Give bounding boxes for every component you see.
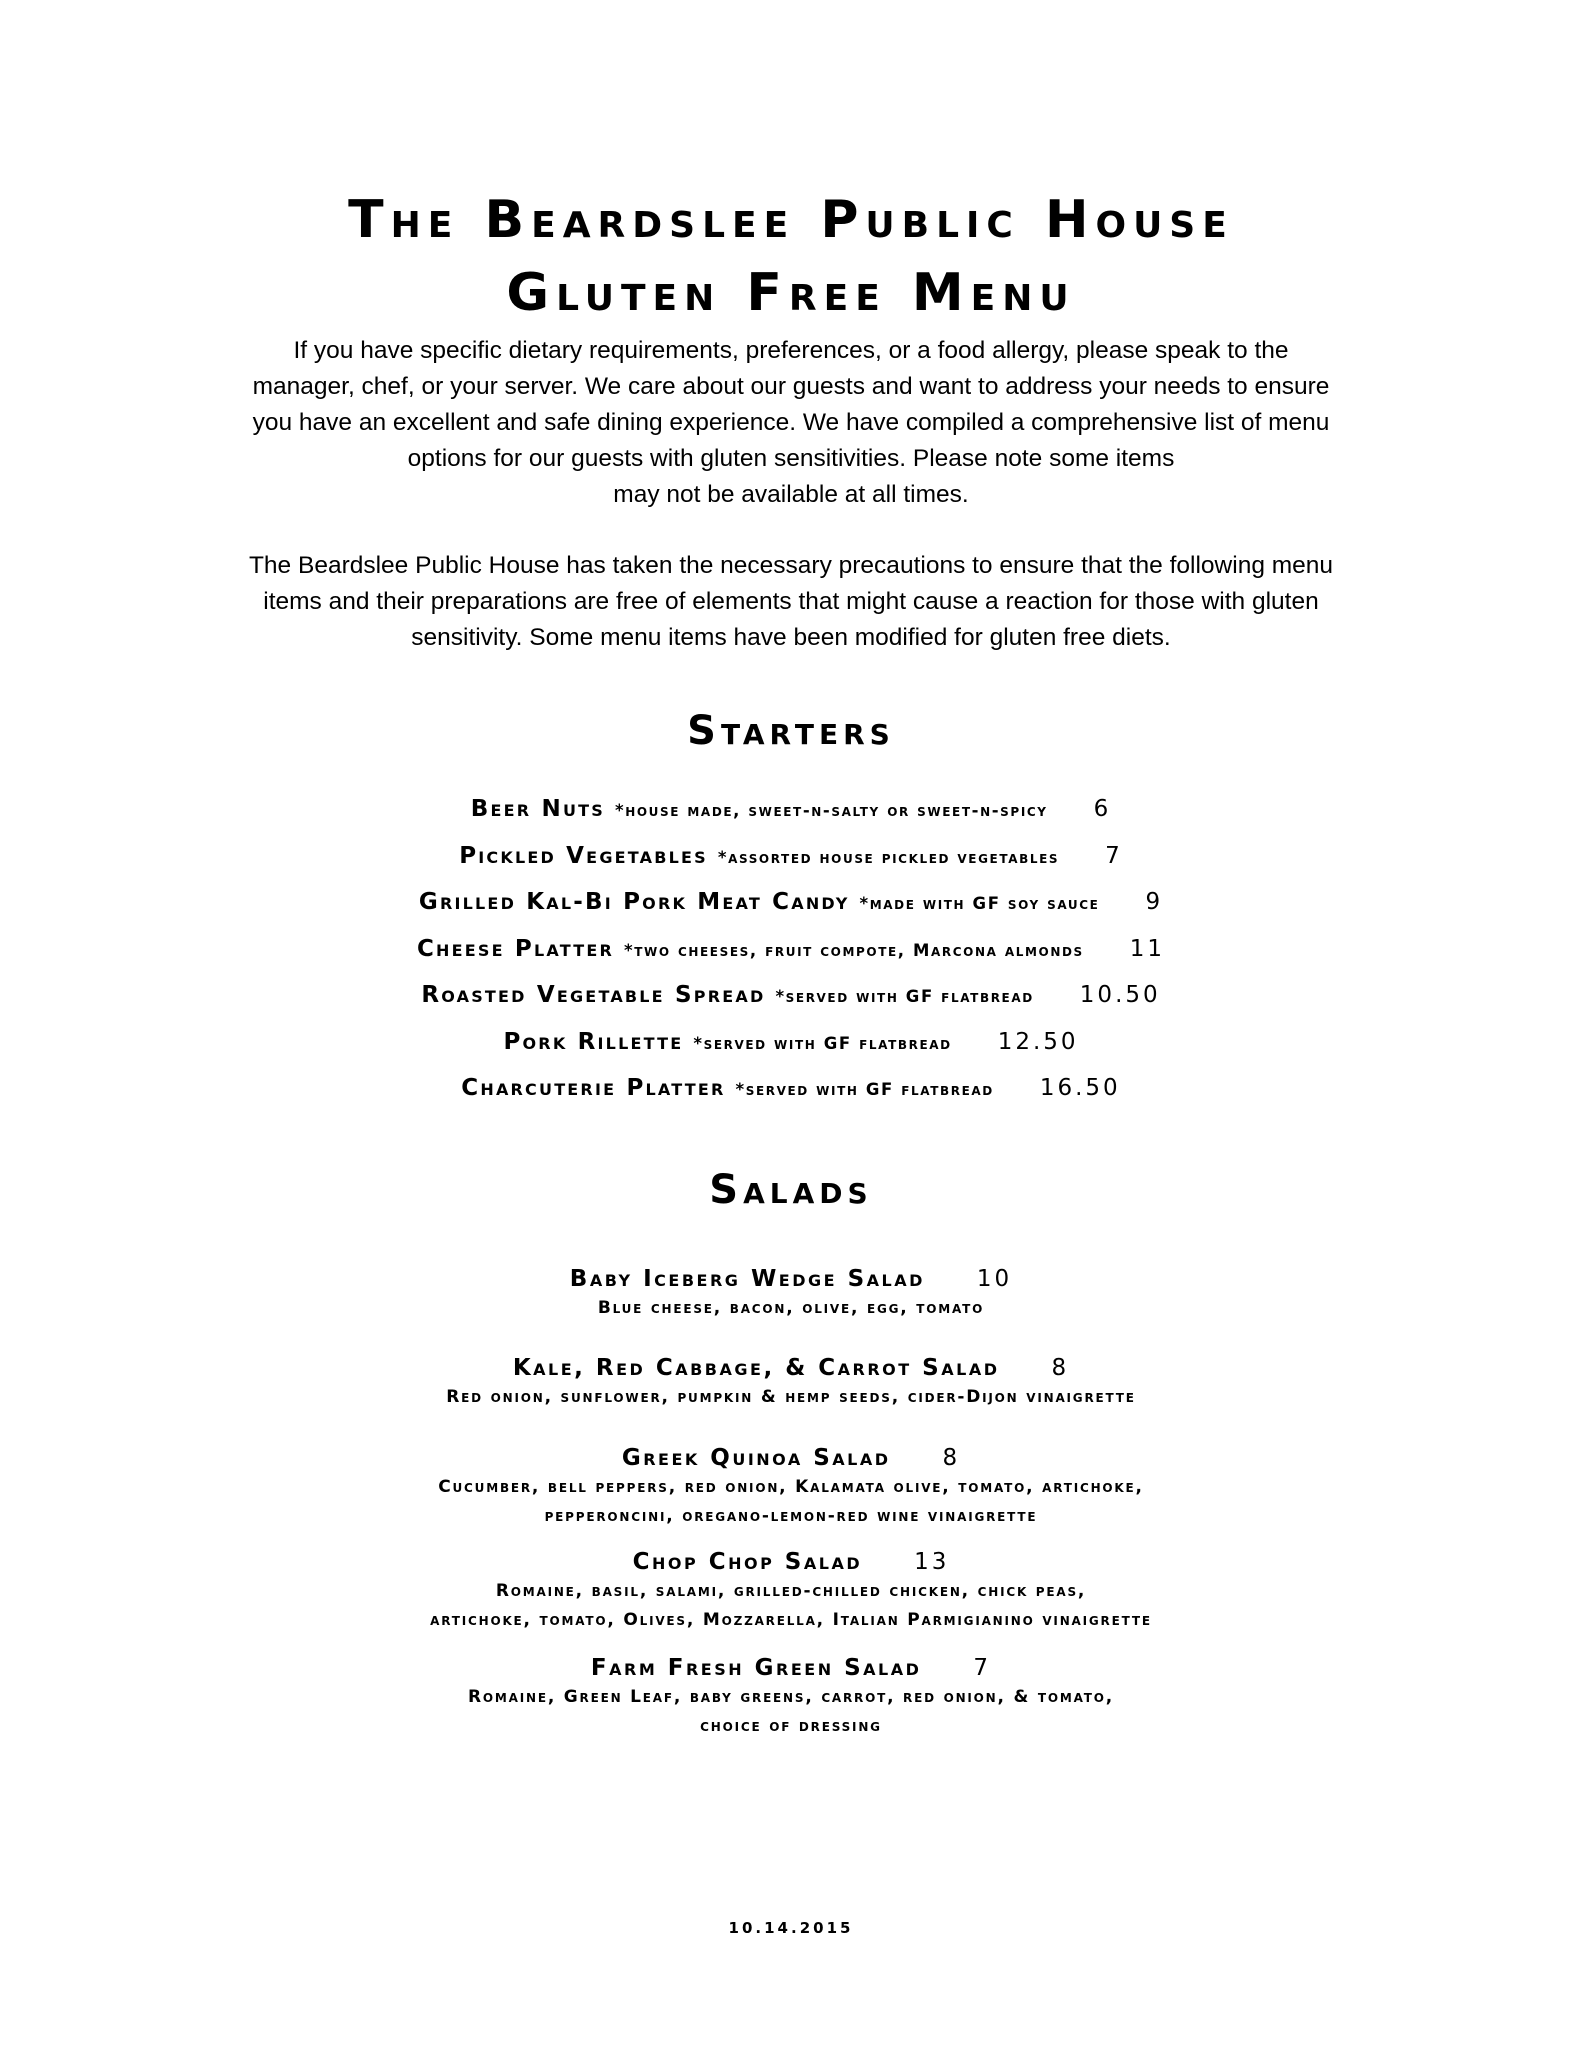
salad-price: 13: [914, 1549, 950, 1575]
intro-line: items and their preparations are free of elements that might cause a reaction for those with gluten: [263, 588, 1319, 615]
salad-title-line: [0, 1547, 1582, 1577]
starter-item: [0, 972, 1582, 1019]
salad-description: Blue cheese, bacon, olive, egg, tomato: [597, 1298, 985, 1318]
salad-item: [0, 1353, 1582, 1412]
starter-price: 7: [1105, 842, 1123, 869]
salad-description: Romaine, Green Leaf, baby greens, carrot, red onion, & tomato,: [468, 1687, 1114, 1707]
starter-name: Pork Rillette: [503, 1028, 684, 1055]
intro-line: may not be available at all times.: [613, 481, 969, 508]
salad-description: choice of dressing: [700, 1716, 882, 1736]
starter-description: *made with GF soy sauce: [859, 894, 1100, 913]
starter-price: 11: [1129, 935, 1166, 962]
starter-item: [0, 1065, 1582, 1112]
starter-description: *house made, sweet-n-salty or sweet-n-spicy: [614, 801, 1048, 820]
starter-description: *assorted house pickled vegetables: [717, 847, 1060, 867]
salad-item: [0, 1443, 1582, 1531]
salad-title-line: [0, 1353, 1582, 1383]
salad-title-line: [0, 1653, 1582, 1683]
salad-title-line: [0, 1264, 1582, 1294]
starter-price: 16.50: [1039, 1075, 1121, 1101]
starter-item: [0, 786, 1582, 833]
starter-name: Charcuterie Platter: [461, 1075, 726, 1101]
restaurant-name: The Beardslee Public House: [348, 190, 1234, 250]
salad-price: 10: [976, 1266, 1013, 1292]
salad-title-line: [0, 1443, 1582, 1473]
starter-name: Cheese Platter: [416, 935, 614, 962]
salad-item: [0, 1547, 1582, 1635]
starters-heading: Starters: [687, 708, 895, 754]
intro-paragraph-dietary: [0, 333, 1582, 513]
salad-description: Cucumber, bell peppers, red onion, Kalamata olive, tomato, artichoke,: [438, 1477, 1144, 1497]
salad-name: Chop Chop Salad: [632, 1549, 863, 1575]
salad-description: pepperoncini, oregano-lemon-red wine vinaigrette: [544, 1506, 1038, 1526]
menu-title: Gluten Free Menu: [506, 263, 1076, 323]
salad-price: 7: [973, 1655, 992, 1681]
salad-name: Kale, Red Cabbage, & Carrot Salad: [512, 1355, 1000, 1381]
starter-name: Beer Nuts: [470, 796, 605, 822]
salad-name: Farm Fresh Green Salad: [590, 1655, 922, 1681]
starter-description: *served with GF flatbread: [693, 1033, 952, 1053]
starter-name: Grilled Kal-Bi Pork Meat Candy: [418, 889, 850, 915]
salad-price: 8: [942, 1445, 961, 1471]
intro-line: The Beardslee Public House has taken the necessary precautions to ensure that the following menu: [248, 552, 1334, 579]
intro-line: you have an excellent and safe dining experience. We have compiled a comprehensive list of menu: [252, 409, 1330, 436]
salads-heading: Salads: [709, 1167, 873, 1213]
starter-item: [0, 1019, 1582, 1066]
salad-item: [0, 1653, 1582, 1741]
intro-line: sensitivity. Some menu items have been modified for gluten free diets.: [411, 624, 1171, 651]
starter-name: Roasted Vegetable Spread: [421, 982, 766, 1008]
intro-line: If you have specific dietary requirements, preferences, or a food allergy, please speak to the: [293, 337, 1289, 364]
intro-paragraph-precautions: [0, 548, 1582, 656]
salad-description: artichoke, tomato, Olives, Mozzarella, Italian Parmigianino vinaigrette: [430, 1610, 1152, 1630]
menu-date: 10.14.2015: [728, 1919, 854, 1937]
starter-name: Pickled Vegetables: [459, 842, 708, 869]
starters-list: [0, 786, 1582, 1112]
starter-description: *two cheeses, fruit compote, Marcona almonds: [623, 940, 1084, 960]
salad-description: Romaine, basil, salami, grilled-chilled chicken, chick peas,: [495, 1581, 1087, 1601]
starter-price: 9: [1145, 889, 1164, 915]
intro-line: manager, chef, or your server. We care about our guests and want to address your needs to ensure: [252, 373, 1330, 400]
starter-item: [0, 879, 1582, 926]
starter-price: 10.50: [1079, 982, 1161, 1008]
starter-item: [0, 833, 1582, 880]
salad-name: Baby Iceberg Wedge Salad: [569, 1266, 925, 1292]
starter-price: 6: [1093, 796, 1112, 822]
starter-description: *served with GF flatbread: [735, 1080, 994, 1099]
salad-item: [0, 1264, 1582, 1323]
starter-description: *served with GF flatbread: [775, 987, 1034, 1006]
starter-item: [0, 926, 1582, 973]
salad-price: 8: [1051, 1355, 1070, 1381]
intro-line: options for our guests with gluten sensitivities. Please note some items: [407, 445, 1175, 472]
salad-description: Red onion, sunflower, pumpkin & hemp seeds, cider-Dijon vinaigrette: [446, 1387, 1136, 1407]
salad-name: Greek Quinoa Salad: [621, 1445, 891, 1471]
starter-price: 12.50: [997, 1028, 1079, 1055]
